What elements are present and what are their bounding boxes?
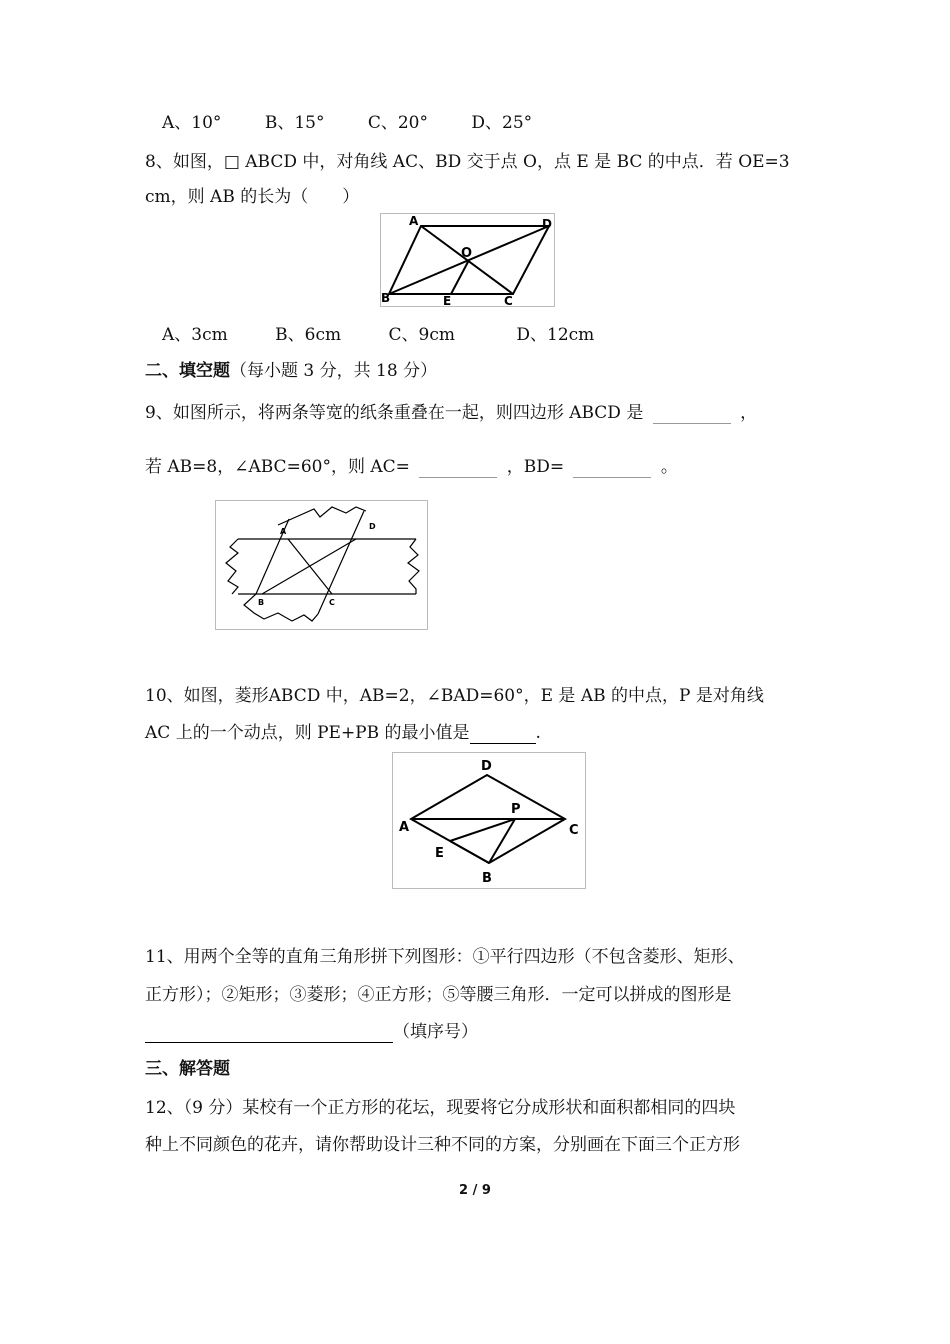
q8-option-b: B、6cm xyxy=(275,325,342,345)
q9-label-b: B xyxy=(258,598,265,607)
q9-blank-shape[interactable] xyxy=(653,403,731,424)
q8-option-a: A、3cm xyxy=(162,325,228,345)
q9-paper-strips-figure xyxy=(215,500,428,630)
q9-question-line2 xyxy=(145,452,678,478)
q10-label-c: C xyxy=(569,823,579,838)
q9-text-3: 若 AB=8，∠ABC=60°，则 AC= xyxy=(145,457,410,477)
q11-blank-answer[interactable] xyxy=(145,1022,393,1043)
q10-blank-answer[interactable] xyxy=(470,723,536,744)
q9-question-line1 xyxy=(145,398,757,424)
q7-options xyxy=(162,108,570,133)
q8-question-line1: 8、如图，□ ABCD 中，对角线 AC、BD 交于点 O，点 E 是 BC 的中点．若 OE=3 xyxy=(145,152,790,172)
q8-parallelogram-figure xyxy=(380,213,555,307)
q7-option-b: B、15° xyxy=(264,113,325,133)
q12-question-line2: 种上不同颜色的花卉，请你帮助设计三种不同的方案，分别画在下面三个正方形 xyxy=(145,1135,740,1155)
q8-option-d: D、12cm xyxy=(516,325,595,345)
q7-option-c: C、20° xyxy=(367,113,428,133)
q10-text-1: AC 上的一个动点，则 PE+PB 的最小值是 xyxy=(145,723,470,743)
q8-option-c: C、9cm xyxy=(388,325,455,345)
q10-label-a: A xyxy=(399,820,410,835)
q8-question-line2: cm，则 AB 的长为（ ） xyxy=(145,187,360,207)
q10-text-2: . xyxy=(535,723,541,743)
q9-label-c: C xyxy=(329,598,335,607)
q11-question-line1: 11、用两个全等的直角三角形拼下列图形：①平行四边形（不包含菱形、矩形、 xyxy=(145,947,745,967)
q8-options xyxy=(162,320,632,345)
q8-label-d: D xyxy=(542,217,552,231)
q9-text-1: 9、如图所示，将两条等宽的纸条重叠在一起，则四边形 ABCD 是 xyxy=(145,403,644,423)
q9-text-5: 。 xyxy=(660,457,678,477)
q9-text-4: ，BD= xyxy=(506,457,565,477)
section-2-title: 二、填空题 xyxy=(145,361,230,381)
q10-question-line1: 10、如图，菱形ABCD 中，AB=2，∠BAD=60°，E 是 AB 的中点，P 是对角线 xyxy=(145,686,764,706)
q7-option-a: A、10° xyxy=(162,113,222,133)
q10-rhombus-figure xyxy=(392,752,586,889)
q12-question-line1: 12、（9 分）某校有一个正方形的花坛，现要将它分成形状和面积都相同的四块 xyxy=(145,1098,736,1118)
q11-fill-hint: （填序号） xyxy=(393,1022,478,1042)
section-2-note: （每小题 3 分，共 18 分） xyxy=(230,361,438,381)
q9-label-a: A xyxy=(280,527,287,536)
q9-blank-bd[interactable] xyxy=(573,457,651,478)
q9-label-d: D xyxy=(369,522,376,531)
q10-label-d: D xyxy=(481,759,492,774)
q10-label-b: B xyxy=(482,871,492,886)
q9-blank-ac[interactable] xyxy=(419,457,497,478)
section-2-heading xyxy=(145,356,437,381)
page-number: 2 / 9 xyxy=(459,1183,491,1198)
q8-label-e: E xyxy=(443,294,452,306)
q8-label-a: A xyxy=(409,214,419,228)
q11-question-line2: 正方形）；②矩形；③菱形；④正方形；⑤等腰三角形．一定可以拼成的图形是 xyxy=(145,985,732,1005)
q8-label-o: O xyxy=(461,246,473,261)
q7-option-d: D、25° xyxy=(471,113,533,133)
section-3-heading: 三、解答题 xyxy=(145,1059,230,1079)
q10-label-p: P xyxy=(511,802,521,817)
q10-question-line2 xyxy=(145,718,541,744)
q9-text-2: ， xyxy=(740,403,758,423)
q8-label-b: B xyxy=(381,291,391,305)
q8-label-c: C xyxy=(504,294,513,306)
q10-label-e: E xyxy=(435,846,444,861)
q11-question-line3 xyxy=(145,1017,478,1043)
